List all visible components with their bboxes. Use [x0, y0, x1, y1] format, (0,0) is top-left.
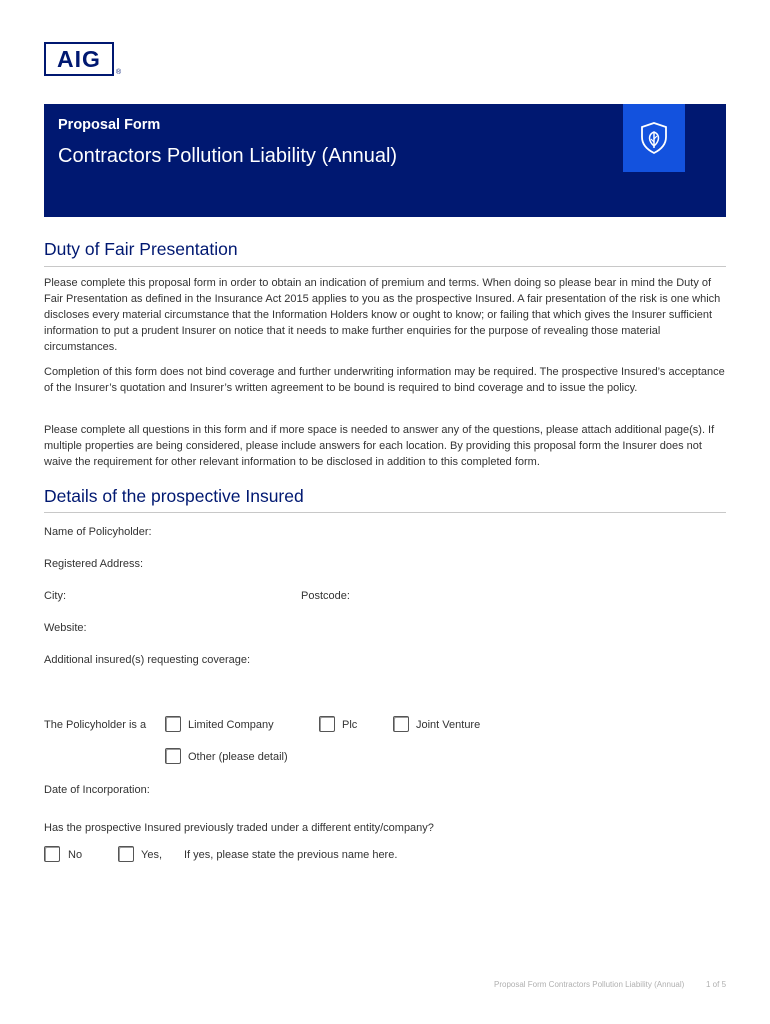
duty-paragraph-1: Please complete this proposal form in order to obtain an indication of premium and terms. When doing so please bear in mind the Duty of Fair Presentation as defined in the Insurance Act 2015 applies to you as the prospective Insured. A fair presentation of the risk is one which discloses every material circumstance that the Information Holders know or ought to know; or failing that which gives the Insurer sufficient information to put a prudent Insurer on notice that it needs to make further enquiries for the purpose of revealing those material circumstances. — [44, 277, 721, 353]
joint-venture-label: Joint Venture — [416, 719, 481, 731]
previous-entity-question: Has the prospective Insured previously traded under a different entity/company? — [44, 822, 434, 834]
limited-company-checkbox[interactable] — [165, 716, 181, 732]
yes-checkbox[interactable] — [118, 846, 134, 862]
no-label: No — [68, 849, 83, 861]
duty-heading: Duty of Fair Presentation — [44, 239, 238, 259]
duty-paragraph-2: Completion of this form does not bind coverage and further underwriting information may be required. The prospective Insured’s acceptance of the Insurer’s quotation and Insurer’s written agreement to be bound is required to bind coverage and to issue the policy. — [44, 366, 725, 394]
plc-label: Plc — [342, 719, 358, 731]
no-checkbox[interactable] — [44, 846, 60, 862]
details-heading: Details of the prospective Insured — [44, 486, 304, 506]
city-label: City: — [44, 590, 66, 602]
other-label: Other (please detail) — [188, 751, 288, 763]
title-banner — [44, 104, 726, 217]
duty-paragraph-3: Please complete all questions in this form and if more space is needed to answer any of the questions, please attach additional page(s). If multiple properties are being considered, please include answers for each location. By providing this proposal form the Insurer does not waive the requirement for other relevant information to be disclosed in addition to this completed form. — [44, 424, 715, 468]
yes-label: Yes, — [141, 849, 163, 861]
footer-doc-title: Proposal Form Contractors Pollution Liability (Annual) — [494, 980, 685, 989]
policyholder-is-label: The Policyholder is a — [44, 719, 147, 731]
other-checkbox[interactable] — [165, 748, 181, 764]
limited-company-label: Limited Company — [188, 719, 274, 731]
shield-leaf-icon — [623, 104, 685, 172]
if-yes-instruction: If yes, please state the previous name here. — [184, 849, 398, 861]
name-of-policyholder-label: Name of Policyholder: — [44, 526, 152, 538]
form-title: Contractors Pollution Liability (Annual) — [58, 145, 398, 167]
plc-checkbox[interactable] — [319, 716, 335, 732]
date-of-incorporation-label: Date of Incorporation: — [44, 784, 150, 796]
form-subtitle: Proposal Form — [58, 117, 161, 133]
joint-venture-checkbox[interactable] — [393, 716, 409, 732]
logo-registered-mark: ® — [116, 69, 122, 76]
duty-divider — [44, 266, 726, 267]
additional-insured-label: Additional insured(s) requesting coverage: — [44, 654, 251, 666]
website-label: Website: — [44, 622, 87, 634]
postcode-label: Postcode: — [301, 590, 350, 602]
details-divider — [44, 512, 726, 513]
logo-text: AIG — [57, 45, 101, 72]
registered-address-label: Registered Address: — [44, 558, 144, 570]
aig-logo — [44, 42, 114, 76]
footer-page-number: 1 of 5 — [706, 980, 727, 989]
